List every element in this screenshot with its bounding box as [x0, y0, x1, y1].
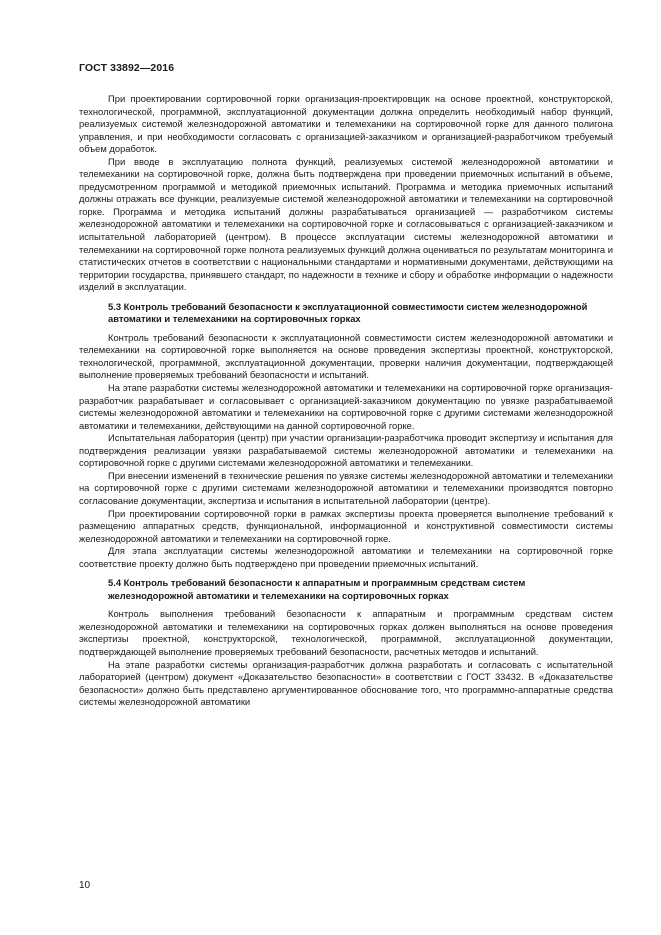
- paragraph: При проектировании сортировочной горки в рамках экспертизы проекта проверяется выполнение требований к размещению аппаратных средств, функциональной, информационной и конструктивной совместимости системы железнодорожной автоматики и телемеханики на сортировочной горке.: [79, 507, 613, 544]
- paragraph: При проектировании сортировочной горки организация-проектировщик на основе проектной, конструкторской, технологической, программной, эксплуатационной документации должна определить необходимый набор функций, реализуемых системой железнодорожной автоматики и телемеханики на сортировочной горке для данного полигона управления, и при необходимости согласовать с организацией-заказчиком и организацией-разработчиком требуемый объем доработок.: [79, 93, 613, 155]
- paragraph: Контроль требований безопасности к эксплуатационной совместимости систем железнодорожной автоматики и телемеханики на сортировочной горке выполняется на основе проведения экспертизы проектной, конструкторской, технологической, программной, эксплуатационной документации, проверки наличия документации, подтверждающей выполнение проверяемых требований безопасности и испытаний.: [79, 331, 613, 381]
- section-heading-5-3: 5.3 Контроль требований безопасности к эксплуатационной совместимости систем железнодорожной автоматики и телемеханики на сортировочных горках: [108, 300, 588, 325]
- section-heading-5-4: 5.4 Контроль требований безопасности к аппаратным и программным средствам систем железнодорожной автоматики и телемеханики на сортировочных горках: [108, 577, 526, 601]
- body-text: [79, 93, 613, 709]
- paragraph: При вводе в эксплуатацию полнота функций, реализуемых системой железнодорожной автоматики и телемеханики на сортировочной горке, должна быть подтверждена при проведении приемочных испытаний в объеме, предусмотренном программой и методикой приемочных испытаний. Программа и методика приемочных испытаний должны отражать все функции, реализуемые системой железнодорожной автоматики и телемеханики на сортировочной горке. Программа и методика испытаний должны разрабатываться организацией — разработчиком системы железнодорожной автоматики и телемеханики на сортировочной горке и согласовываться с организацией-заказчиком и испытательной лабораторией (центром). В процессе эксплуатации системы железнодорожной автоматики и телемеханики на сортировочной горке полнота реализуемых функций должна оцениваться по результатам мониторинга и статистических отчетов в соответствии с национальными стандартами и нормативными документами, действующими на территории государства, принявшего стандарт, по надежности в технике и сбору и обработке информации о надежности изделий в эксплуатации.: [79, 155, 613, 293]
- paragraph: При внесении изменений в технические решения по увязке системы железнодорожной автоматики и телемеханики на сортировочной горке с другими системами железнодорожной автоматики и телемеханики производятся повторно согласование документации, экспертиза и испытания в испытательной лаборатории (центре).: [79, 469, 613, 506]
- standard-header: ГОСТ 33892—2016: [79, 62, 175, 74]
- paragraph: На этапе разработки системы организация-разработчик должна разработать и согласовать с испытательной лабораторией (центром) документ «Доказательство безопасности» в соответствии с ГОСТ 33432. В «Доказательстве безопасности» должно быть представлено аргументированное обоснование того, что программно-аппаратные средства системы железнодорожной автоматики: [79, 658, 613, 708]
- paragraph: Для этапа эксплуатации системы железнодорожной автоматики и телемеханики на сортировочной горке соответствие проекту должно быть подтверждено при проведении приемочных испытаний.: [79, 545, 613, 569]
- paragraph: Испытательная лаборатория (центр) при участии организации-разработчика проводит экспертизу и испытания для подтверждения реализации увязки разрабатываемой системы железнодорожной автоматики и телемеханики на сортировочной горке с другими системами железнодорожной автоматики и телемеханики.: [79, 432, 613, 469]
- paragraph: Контроль выполнения требований безопасности к аппаратным и программным средствам систем железнодорожной автоматики и телемеханики на сортировочных горках должен выполняться на основе проведения экспертизы проектной, конструкторской, технологической, программной, эксплуатационной документации, подтверждающей выполнение проверяемых требований безопасности, расчетных методов и испытаний.: [79, 608, 613, 657]
- paragraph: На этапе разработки системы железнодорожной автоматики и телемеханики на сортировочной горке организация-разработчик разрабатывает и согласовывает с организацией-заказчиком документацию по увязке разрабатываемой системы железнодорожной автоматики и телемеханики на сортировочной горке с другими системами железнодорожной автоматики и телемеханики, действующими на данной сортировочной горке.: [79, 382, 613, 431]
- page-number: 10: [79, 880, 91, 891]
